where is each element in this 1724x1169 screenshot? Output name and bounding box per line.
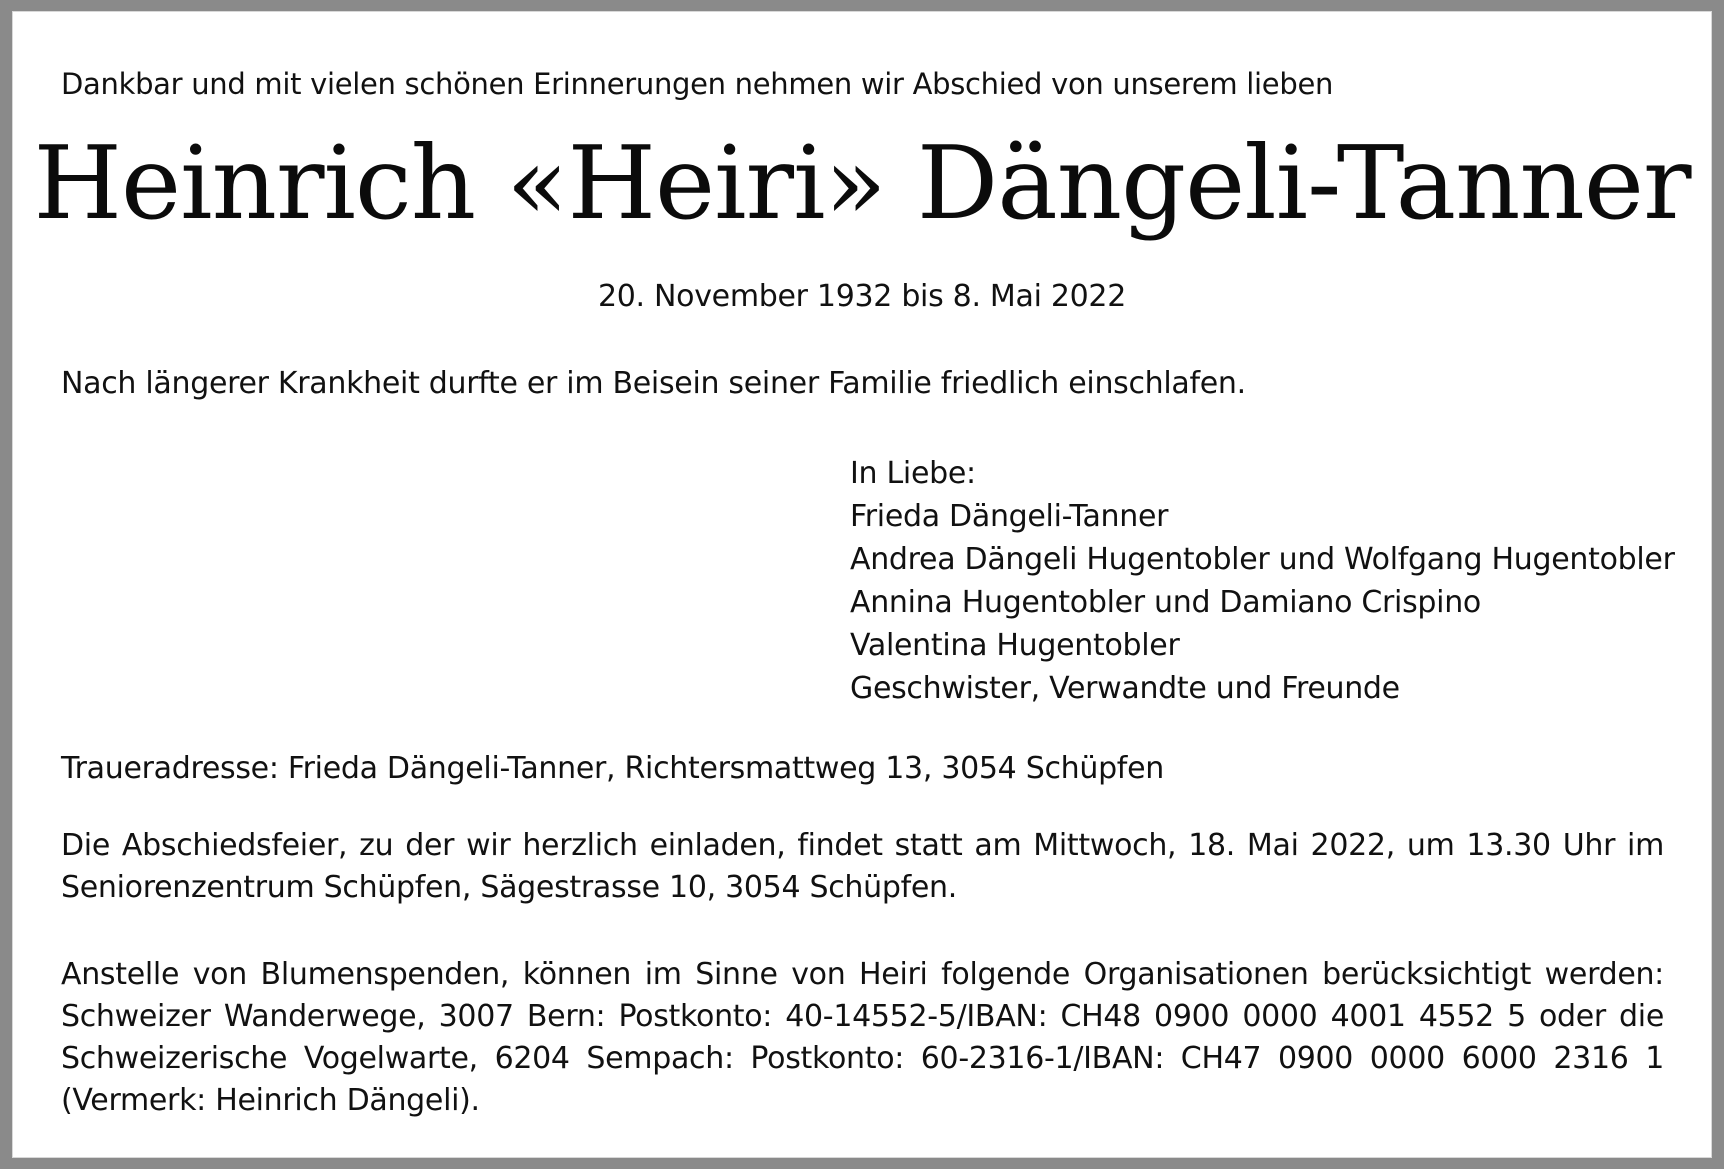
intro-text: Dankbar und mit vielen schönen Erinnerungen nehmen wir Abschied von unserem lieben — [61, 67, 1334, 101]
donations-line: Schweizer Wanderwege, 3007 Bern: Postkonto: 40-14552-5/IBAN: CH48 0900 0000 4001 4552 5 oder die — [61, 999, 1664, 1034]
donations-line: (Vermerk: Heinrich Dängeli). — [61, 1083, 480, 1118]
donations-paragraph — [61, 954, 1664, 1122]
mourner-line: Annina Hugentobler und Damiano Crispino — [850, 585, 1481, 620]
ceremony-paragraph — [61, 825, 1664, 909]
passing-text: Nach längerer Krankheit durfte er im Beisein seiner Familie friedlich einschlafen. — [61, 366, 1246, 401]
life-dates: 20. November 1932 bis 8. Mai 2022 — [597, 279, 1127, 314]
mourner-line: Geschwister, Verwandte und Freunde — [850, 671, 1400, 706]
obituary-notice — [12, 11, 1712, 1158]
donations-line: Anstelle von Blumenspenden, können im Sinne von Heiri folgende Organisationen berücksichtigt werden: — [61, 957, 1664, 992]
donations-line: Schweizerische Vogelwarte, 6204 Sempach: Postkonto: 60-2316-1/IBAN: CH47 0900 0000 6000 2316 1 — [61, 1041, 1664, 1076]
mourner-line: Andrea Dängeli Hugentobler und Wolfgang Hugentobler — [850, 542, 1675, 577]
ceremony-line: Seniorenzentrum Schüpfen, Sägestrasse 10, 3054 Schüpfen. — [61, 870, 957, 905]
mourners-list — [850, 452, 1675, 710]
mourning-address: Traueradresse: Frieda Dängeli-Tanner, Richtersmattweg 13, 3054 Schüpfen — [61, 751, 1164, 786]
mourner-line: Frieda Dängeli-Tanner — [850, 499, 1169, 534]
mourner-line: Valentina Hugentobler — [850, 628, 1180, 663]
ceremony-line: Die Abschiedsfeier, zu der wir herzlich einladen, findet statt am Mittwoch, 18. Mai 2022, um 13.30 Uhr im — [61, 828, 1664, 863]
mourners-heading: In Liebe: — [850, 456, 976, 491]
deceased-name: Heinrich «Heiri» Dängeli-Tanner — [33, 124, 1691, 242]
